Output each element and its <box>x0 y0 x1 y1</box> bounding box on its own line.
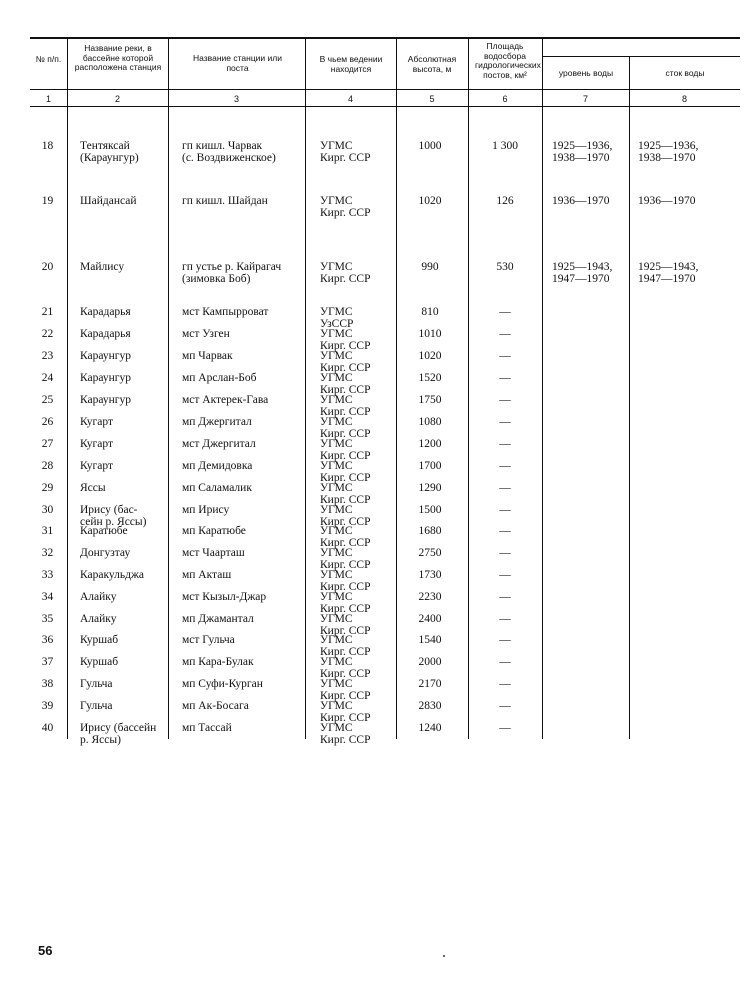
column-number: 6 <box>502 94 508 104</box>
station-name: мп Ирису <box>182 504 230 516</box>
altitude-value: 1680 <box>418 525 442 537</box>
header-number: № п/п. <box>35 54 62 64</box>
row-number: 37 <box>41 656 54 668</box>
column-number: 1 <box>45 94 51 104</box>
responsible-organization: УГМС Кирг. ССР <box>320 613 371 637</box>
row-number: 24 <box>41 372 54 384</box>
catchment-area-value: — <box>499 678 511 690</box>
print-speck <box>443 955 445 957</box>
header-water-level: уровень воды <box>558 68 614 78</box>
river-name: Куршаб <box>80 634 119 646</box>
responsible-organization: УГМС Кирг. ССР <box>320 525 371 549</box>
responsible-organization: УГМС Кирг. ССР <box>320 722 371 746</box>
catchment-area-value: — <box>499 722 511 734</box>
row-number: 30 <box>41 504 54 516</box>
row-number: 34 <box>41 591 54 603</box>
catchment-area-value: — <box>499 525 511 537</box>
altitude-value: 2230 <box>418 591 442 603</box>
river-name: Карадарья <box>80 328 131 340</box>
column-divider <box>67 39 68 739</box>
column-number: 4 <box>347 94 353 104</box>
altitude-value: 2750 <box>418 547 442 559</box>
page-number: 56 <box>38 943 53 958</box>
station-name: мст Кызыл-Джар <box>182 591 267 603</box>
catchment-area-value: — <box>499 591 511 603</box>
column-divider <box>629 56 630 739</box>
river-name: Донгузтау <box>80 547 131 559</box>
responsible-organization: УГМС УзССР <box>320 306 354 330</box>
column-divider <box>468 39 469 739</box>
station-name: гп кишл. Чарвак (с. Воздвиженское) <box>182 140 276 164</box>
catchment-area-value: 530 <box>496 261 514 273</box>
river-name: Майлису <box>80 261 125 273</box>
river-name: Шайдансай <box>80 195 137 207</box>
river-name: Каратюбе <box>80 525 128 537</box>
column-divider <box>542 39 543 739</box>
altitude-value: 1700 <box>418 460 442 472</box>
station-name: мп Кара-Булак <box>182 656 254 668</box>
station-name: гп кишл. Шайдан <box>182 195 268 207</box>
column-number: 5 <box>429 94 435 104</box>
row-number: 25 <box>41 394 54 406</box>
column-divider <box>168 39 169 739</box>
catchment-area-value: — <box>499 634 511 646</box>
row-number: 19 <box>41 195 54 207</box>
catchment-area-value: — <box>499 306 511 318</box>
catchment-area-value: — <box>499 328 511 340</box>
header-river: Название реки, в бассейне которой расположена станция <box>74 43 162 72</box>
responsible-organization: УГМС Кирг. ССР <box>320 394 371 418</box>
altitude-value: 2830 <box>418 700 442 712</box>
river-name: Гульча <box>80 700 113 712</box>
river-name: Алайку <box>80 591 117 603</box>
catchment-area-value: — <box>499 460 511 472</box>
river-name: Тентяксай (Караунгур) <box>80 140 139 164</box>
altitude-value: 2170 <box>418 678 442 690</box>
responsible-organization: УГМС Кирг. ССР <box>320 140 371 164</box>
column-number-rule <box>30 106 740 107</box>
responsible-organization: УГМС Кирг. ССР <box>320 504 371 528</box>
altitude-value: 1200 <box>418 438 442 450</box>
station-name: мп Акташ <box>182 569 232 581</box>
catchment-area-value: — <box>499 569 511 581</box>
altitude-value: 1010 <box>418 328 442 340</box>
altitude-value: 990 <box>421 261 439 273</box>
altitude-value: 1020 <box>418 195 442 207</box>
river-name: Ирису (бас- сейн р. Яссы) <box>80 504 147 528</box>
river-name: Кугарт <box>80 460 114 472</box>
row-number: 23 <box>41 350 54 362</box>
responsible-organization: УГМС Кирг. ССР <box>320 460 371 484</box>
water-flow-years: 1925—1943, 1947—1970 <box>638 261 699 285</box>
responsible-organization: УГМС Кирг. ССР <box>320 569 371 593</box>
river-name: Яссы <box>80 482 106 494</box>
altitude-value: 1540 <box>418 634 442 646</box>
altitude-value: 1290 <box>418 482 442 494</box>
row-number: 29 <box>41 482 54 494</box>
river-name: Кугарт <box>80 416 114 428</box>
responsible-organization: УГМС Кирг. ССР <box>320 372 371 396</box>
responsible-organization: УГМС Кирг. ССР <box>320 656 371 680</box>
altitude-value: 1520 <box>418 372 442 384</box>
river-name: Караунгур <box>80 372 132 384</box>
responsible-organization: УГМС Кирг. ССР <box>320 678 371 702</box>
station-name: мп Каратюбе <box>182 525 246 537</box>
altitude-value: 1500 <box>418 504 442 516</box>
responsible-organization: УГМС Кирг. ССР <box>320 261 371 285</box>
station-name: мп Джамантал <box>182 613 254 625</box>
header-bottom-rule <box>30 89 740 90</box>
catchment-area-value: — <box>499 700 511 712</box>
station-name: мст Узген <box>182 328 230 340</box>
responsible-organization: УГМС Кирг. ССР <box>320 591 371 615</box>
column-number: 7 <box>582 94 588 104</box>
water-level-years: 1925—1936, 1938—1970 <box>552 140 613 164</box>
station-name: мп Демидовка <box>182 460 253 472</box>
water-level-years: 1936—1970 <box>552 195 610 207</box>
catchment-area-value: — <box>499 482 511 494</box>
catchment-area-value: 1 300 <box>492 140 518 152</box>
column-divider <box>305 39 306 739</box>
header-owner: В чьем ведении находится <box>319 54 383 74</box>
altitude-value: 1080 <box>418 416 442 428</box>
catchment-area-value: — <box>499 613 511 625</box>
responsible-organization: УГМС Кирг. ССР <box>320 482 371 506</box>
catchment-area-value: — <box>499 656 511 668</box>
responsible-organization: УГМС Кирг. ССР <box>320 700 371 724</box>
header-catchment-area: Площадь водосбора гидрологических постов, км² <box>475 41 541 80</box>
station-name: мст Чаарташ <box>182 547 245 559</box>
station-name: мп Ак-Босага <box>182 700 249 712</box>
station-name: мп Саламалик <box>182 482 252 494</box>
row-number: 38 <box>41 678 54 690</box>
altitude-value: 1750 <box>418 394 442 406</box>
row-number: 31 <box>41 525 54 537</box>
subheader-rule <box>542 56 740 57</box>
river-name: Кугарт <box>80 438 114 450</box>
row-number: 36 <box>41 634 54 646</box>
header-water-flow: сток воды <box>665 68 705 78</box>
station-name: гп устье р. Кайрагач (зимовка Боб) <box>182 261 282 285</box>
catchment-area-value: — <box>499 372 511 384</box>
catchment-area-value: — <box>499 350 511 362</box>
altitude-value: 810 <box>421 306 439 318</box>
station-name: мст Кампырроват <box>182 306 269 318</box>
altitude-value: 1020 <box>418 350 442 362</box>
column-number: 8 <box>681 94 687 104</box>
altitude-value: 1730 <box>418 569 442 581</box>
row-number: 40 <box>41 722 54 734</box>
station-name: мст Актерек-Гава <box>182 394 269 406</box>
responsible-organization: УГМС Кирг. ССР <box>320 547 371 571</box>
catchment-area-value: — <box>499 438 511 450</box>
station-name: мп Джергитал <box>182 416 252 428</box>
station-name: мп Тассай <box>182 722 232 734</box>
catchment-area-value: — <box>499 394 511 406</box>
water-flow-years: 1936—1970 <box>638 195 696 207</box>
river-name: Алайку <box>80 613 117 625</box>
responsible-organization: УГМС Кирг. ССР <box>320 416 371 440</box>
river-name: Ирису (бассейн р. Яссы) <box>80 722 157 746</box>
row-number: 26 <box>41 416 54 428</box>
water-flow-years: 1925—1936, 1938—1970 <box>638 140 699 164</box>
station-name: мст Джергитал <box>182 438 256 450</box>
row-number: 18 <box>41 140 54 152</box>
row-number: 32 <box>41 547 54 559</box>
responsible-organization: УГМС Кирг. ССР <box>320 438 371 462</box>
catchment-area-value: — <box>499 504 511 516</box>
altitude-value: 1000 <box>418 140 442 152</box>
column-number: 2 <box>114 94 120 104</box>
catchment-area-value: 126 <box>496 195 514 207</box>
row-number: 33 <box>41 569 54 581</box>
river-name: Карадарья <box>80 306 131 318</box>
row-number: 35 <box>41 613 54 625</box>
catchment-area-value: — <box>499 416 511 428</box>
river-name: Караунгур <box>80 394 132 406</box>
catchment-area-value: — <box>499 547 511 559</box>
header-altitude: Абсолютная высота, м <box>407 54 457 74</box>
river-name: Караунгур <box>80 350 132 362</box>
station-name: мст Гульча <box>182 634 235 646</box>
table-top-rule <box>30 37 740 39</box>
responsible-organization: УГМС Кирг. ССР <box>320 328 371 352</box>
station-name: мп Арслан-Боб <box>182 372 257 384</box>
row-number: 20 <box>41 261 54 273</box>
water-level-years: 1925—1943, 1947—1970 <box>552 261 613 285</box>
row-number: 27 <box>41 438 54 450</box>
river-name: Гульча <box>80 678 113 690</box>
column-number: 3 <box>233 94 239 104</box>
row-number: 22 <box>41 328 54 340</box>
row-number: 21 <box>41 306 54 318</box>
altitude-value: 2400 <box>418 613 442 625</box>
header-station: Название станции или поста <box>193 53 282 73</box>
river-name: Куршаб <box>80 656 119 668</box>
altitude-value: 2000 <box>418 656 442 668</box>
station-name: мп Чарвак <box>182 350 233 362</box>
responsible-organization: УГМС Кирг. ССР <box>320 195 371 219</box>
station-name: мп Суфи-Курган <box>182 678 263 690</box>
responsible-organization: УГМС Кирг. ССР <box>320 634 371 658</box>
row-number: 39 <box>41 700 54 712</box>
river-name: Каракульджа <box>80 569 145 581</box>
responsible-organization: УГМС Кирг. ССР <box>320 350 371 374</box>
altitude-value: 1240 <box>418 722 442 734</box>
row-number: 28 <box>41 460 54 472</box>
